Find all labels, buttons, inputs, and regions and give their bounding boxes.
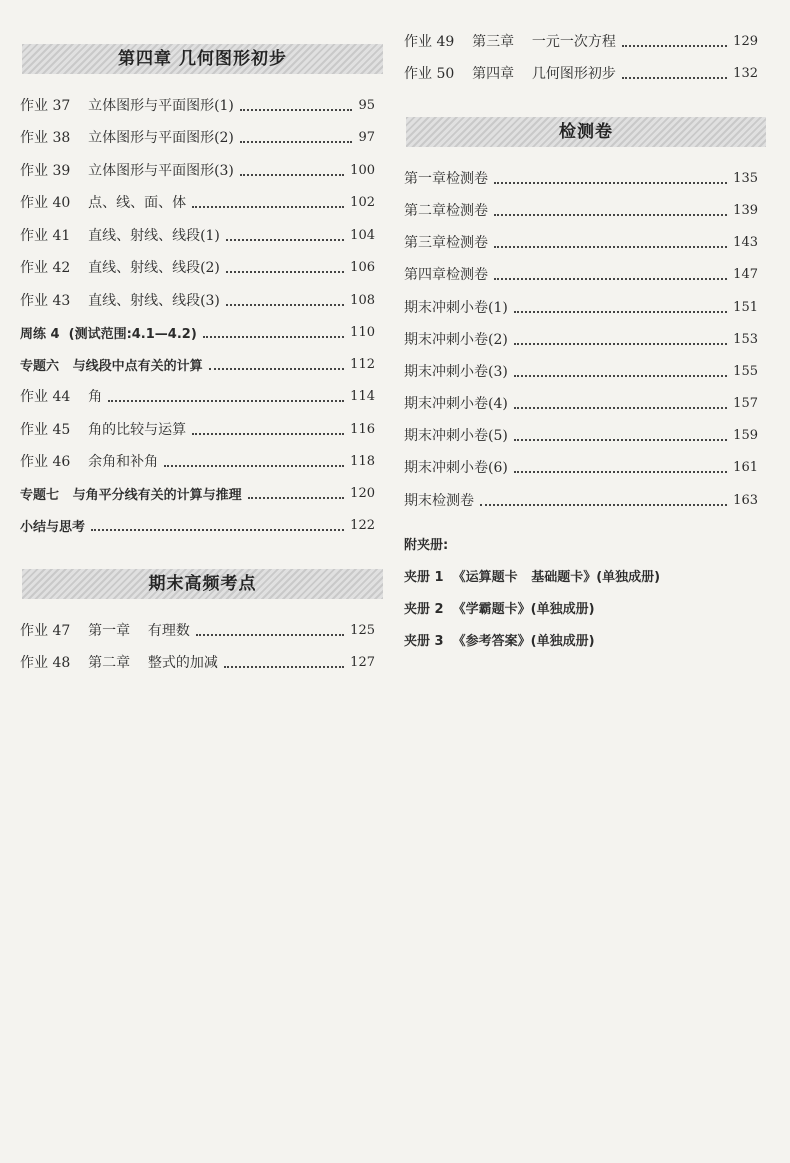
leader-dots xyxy=(108,399,344,402)
toc-item-topic6[interactable] xyxy=(20,352,375,376)
leader-dots xyxy=(514,310,727,313)
toc-label: 作业 48 第二章 整式的加减 xyxy=(20,655,218,671)
final-header-text: 期末高频考点 xyxy=(148,574,257,594)
toc-item-hw47[interactable] xyxy=(20,618,375,642)
toc-page: 95 xyxy=(358,97,375,113)
toc-item-hw42[interactable] xyxy=(20,255,375,279)
toc-page: 151 xyxy=(733,299,758,315)
toc-page: 97 xyxy=(358,129,375,145)
toc-page: 129 xyxy=(733,33,758,49)
toc-page: 161 xyxy=(733,459,758,475)
toc-label: 作业 42 直线、射线、线段(2) xyxy=(20,260,220,276)
leader-dots xyxy=(514,406,727,409)
toc-label: 作业 47 第一章 有理数 xyxy=(20,623,190,639)
leader-dots xyxy=(226,238,344,241)
toc-item-hw44[interactable] xyxy=(20,384,375,408)
toc-item-hw50[interactable] xyxy=(404,61,758,85)
toc-item-test3[interactable] xyxy=(404,230,758,254)
toc-page: 157 xyxy=(733,395,758,411)
toc-page: 102 xyxy=(350,194,375,210)
toc-item-hw38[interactable] xyxy=(20,125,375,149)
toc-item-test4[interactable] xyxy=(404,262,758,286)
toc-page: 147 xyxy=(733,266,758,282)
leader-dots xyxy=(209,367,345,370)
leader-dots xyxy=(494,213,727,216)
toc-label: 第三章检测卷 xyxy=(404,235,488,251)
toc-page: 118 xyxy=(350,453,375,469)
toc-label: 第二章检测卷 xyxy=(404,203,488,219)
toc-page: 127 xyxy=(350,654,375,670)
toc-item-test2[interactable] xyxy=(404,198,758,222)
toc-label: 周练 4 (测试范围:4.1—4.2) xyxy=(20,326,197,342)
toc-label: 作业 41 直线、射线、线段(1) xyxy=(20,228,220,244)
toc-label: 期末冲刺小卷(1) xyxy=(404,300,508,316)
leader-dots xyxy=(514,374,727,377)
toc-label: 作业 37 立体图形与平面图形(1) xyxy=(20,98,234,114)
toc-label: 作业 49 第三章 一元一次方程 xyxy=(404,34,616,50)
leader-dots xyxy=(203,335,344,338)
toc-label: 期末检测卷 xyxy=(404,493,474,509)
leader-dots xyxy=(622,44,727,47)
toc-page: 163 xyxy=(733,492,758,508)
toc-label: 专题六 与线段中点有关的计算 xyxy=(20,358,203,374)
test-header xyxy=(406,117,766,147)
toc-item-sprint2[interactable] xyxy=(404,327,758,351)
toc-item-summary[interactable] xyxy=(20,513,375,537)
toc-page: 112 xyxy=(350,356,375,372)
toc-item-hw43[interactable] xyxy=(20,288,375,312)
leader-dots xyxy=(622,76,727,79)
toc-item-topic7[interactable] xyxy=(20,481,375,505)
leader-dots xyxy=(240,173,344,176)
toc-item-hw46[interactable] xyxy=(20,449,375,473)
toc-page: 122 xyxy=(350,517,375,533)
toc-item-hw49[interactable] xyxy=(404,29,758,53)
leader-dots xyxy=(196,633,344,636)
toc-label: 作业 45 角的比较与运算 xyxy=(20,422,187,438)
toc-label: 期末冲刺小卷(3) xyxy=(404,364,508,380)
toc-item-hw41[interactable] xyxy=(20,223,375,247)
toc-page: 155 xyxy=(733,363,758,379)
toc-label: 作业 50 第四章 几何图形初步 xyxy=(404,66,616,82)
toc-label: 作业 39 立体图形与平面图形(3) xyxy=(20,163,234,179)
toc-item-sprint4[interactable] xyxy=(404,391,758,415)
leader-dots xyxy=(240,108,353,111)
leader-dots xyxy=(494,245,727,248)
leader-dots xyxy=(192,205,344,208)
toc-label: 期末冲刺小卷(4) xyxy=(404,396,508,412)
toc-label: 第四章检测卷 xyxy=(404,267,488,283)
toc-page: 104 xyxy=(350,227,375,243)
appendix-item-1[interactable]: 夹册 1 《运算题卡 基础题卡》(单独成册) xyxy=(404,570,661,585)
toc-label: 作业 38 立体图形与平面图形(2) xyxy=(20,130,234,146)
appendix-item-2[interactable]: 夹册 2 《学霸题卡》(单独成册) xyxy=(404,602,595,617)
toc-label: 期末冲刺小卷(6) xyxy=(404,460,508,476)
toc-item-sprint5[interactable] xyxy=(404,423,758,447)
toc-label: 作业 46 余角和补角 xyxy=(20,454,159,470)
toc-item-final-test[interactable] xyxy=(404,488,758,512)
toc-page: 110 xyxy=(350,324,375,340)
toc-label: 专题七 与角平分线有关的计算与推理 xyxy=(20,487,242,503)
leader-dots xyxy=(192,432,344,435)
chapter4-header-text: 第四章 几何图形初步 xyxy=(118,49,287,69)
leader-dots xyxy=(240,140,353,143)
toc-page: 139 xyxy=(733,202,758,218)
toc-label: 期末冲刺小卷(5) xyxy=(404,428,508,444)
toc-page: 116 xyxy=(350,421,375,437)
leader-dots xyxy=(494,277,727,280)
leader-dots xyxy=(514,438,727,441)
appendix-item-3[interactable]: 夹册 3 《参考答案》(单独成册) xyxy=(404,634,595,649)
toc-item-hw39[interactable] xyxy=(20,158,375,182)
leader-dots xyxy=(480,503,727,506)
leader-dots xyxy=(514,342,727,345)
appendix-title: 附夹册: xyxy=(404,538,449,553)
leader-dots xyxy=(514,470,727,473)
leader-dots xyxy=(226,270,344,273)
toc-item-hw37[interactable] xyxy=(20,93,375,117)
toc-item-hw40[interactable] xyxy=(20,190,375,214)
leader-dots xyxy=(494,181,727,184)
toc-page: 120 xyxy=(350,485,375,501)
toc-item-sprint3[interactable] xyxy=(404,359,758,383)
leader-dots xyxy=(248,496,345,499)
toc-item-sprint1[interactable] xyxy=(404,295,758,319)
leader-dots xyxy=(91,528,344,531)
toc-label: 作业 44 角 xyxy=(20,389,103,405)
leader-dots xyxy=(226,303,344,306)
toc-item-sprint6[interactable] xyxy=(404,455,758,479)
toc-page: 100 xyxy=(350,162,375,178)
toc-item-weekly4[interactable] xyxy=(20,320,375,344)
final-header xyxy=(22,569,383,599)
toc-page: 125 xyxy=(350,622,375,638)
toc-page: 159 xyxy=(733,427,758,443)
toc-page: 132 xyxy=(733,65,758,81)
toc-label: 小结与思考 xyxy=(20,519,86,535)
toc-label: 第一章检测卷 xyxy=(404,171,488,187)
toc-page: 114 xyxy=(350,388,375,404)
toc-label: 作业 40 点、线、面、体 xyxy=(20,195,187,211)
toc-item-hw45[interactable] xyxy=(20,417,375,441)
toc-page: 106 xyxy=(350,259,375,275)
toc-page: 153 xyxy=(733,331,758,347)
toc-item-test1[interactable] xyxy=(404,166,758,190)
toc-page: 108 xyxy=(350,292,375,308)
toc-page: 143 xyxy=(733,234,758,250)
test-header-text: 检测卷 xyxy=(559,122,613,142)
leader-dots xyxy=(164,464,344,467)
toc-item-hw48[interactable] xyxy=(20,650,375,674)
toc-label: 期末冲刺小卷(2) xyxy=(404,332,508,348)
leader-dots xyxy=(224,665,344,668)
chapter4-header xyxy=(22,44,383,74)
toc-page: 135 xyxy=(733,170,758,186)
toc-label: 作业 43 直线、射线、线段(3) xyxy=(20,293,220,309)
